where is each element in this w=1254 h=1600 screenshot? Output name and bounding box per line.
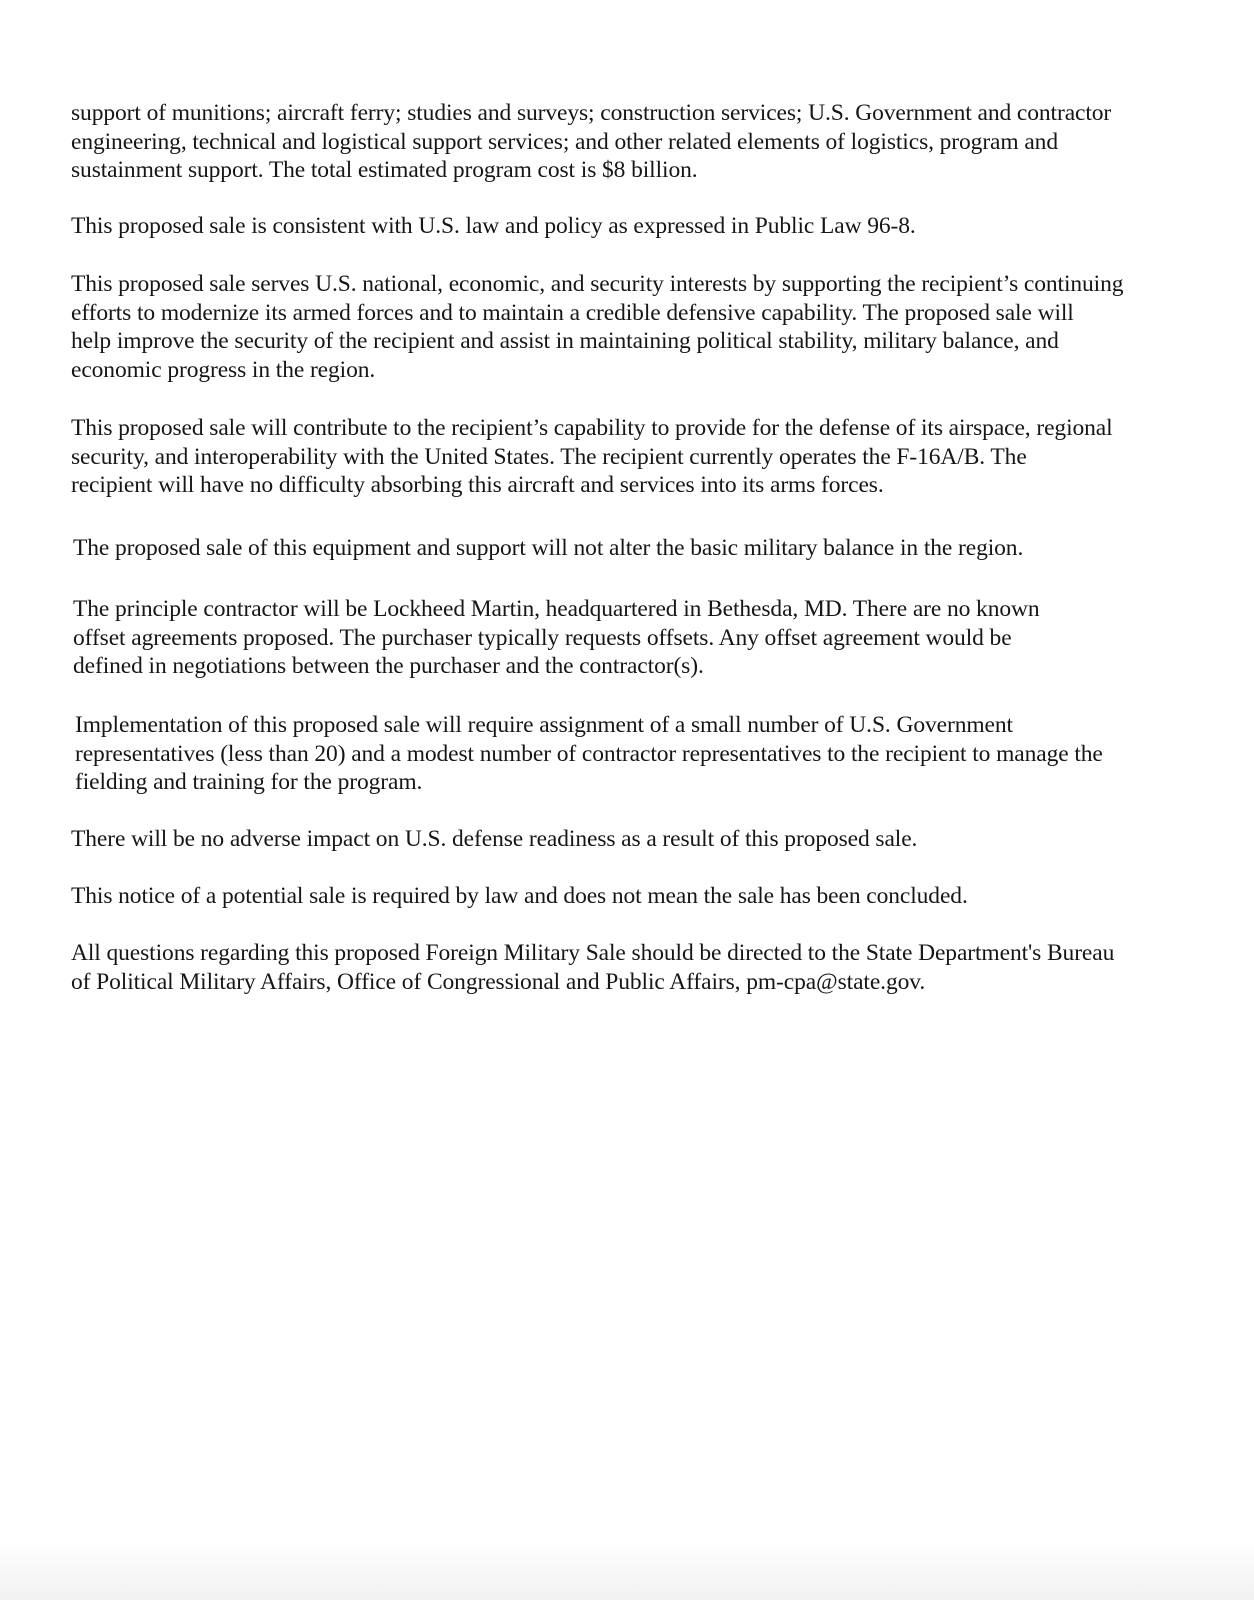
text-line: This notice of a potential sale is required by law and does not mean the sale has been concluded. <box>71 883 968 909</box>
text-line: There will be no adverse impact on U.S. defense readiness as a result of this proposed sale. <box>71 826 918 852</box>
paragraph-capability <box>71 414 1113 500</box>
text-line: representatives (less than 20) and a modest number of contractor representatives to the recipient to manage the <box>75 740 1103 767</box>
text-line: recipient will have no difficulty absorbing this aircraft and services into its arms forces. <box>71 472 884 499</box>
text-line: This proposed sale is consistent with U.S. law and policy as expressed in Public Law 96-8. <box>71 213 916 239</box>
text-line: efforts to modernize its armed forces and to maintain a credible defensive capability. The proposed sale will <box>71 299 1074 326</box>
paragraph-notice <box>71 882 968 911</box>
paragraph-military-balance <box>73 534 1023 563</box>
text-line: The principle contractor will be Lockheed Martin, headquartered in Bethesda, MD. There are no known <box>73 596 1040 622</box>
text-line: This proposed sale will contribute to the recipient’s capability to provide for the defense of its airspace, regional <box>71 415 1113 441</box>
text-line: support of munitions; aircraft ferry; studies and surveys; construction services; U.S. Government and contractor <box>71 100 1112 126</box>
paragraph-public-law <box>71 212 916 241</box>
text-line: economic progress in the region. <box>71 356 376 383</box>
paragraph-program-cost <box>71 99 1111 185</box>
text-line: The proposed sale of this equipment and support will not alter the basic military balance in the region. <box>73 535 1024 561</box>
text-line: help improve the security of the recipient and assist in maintaining political stability, military balance, and <box>71 328 1059 355</box>
paragraph-national-interests <box>71 270 1123 384</box>
paragraph-implementation <box>75 711 1103 797</box>
paragraph-contractor <box>73 595 1040 681</box>
text-line: engineering, technical and logistical support services; and other related elements of logistics, program and <box>71 128 1058 155</box>
text-line: defined in negotiations between the purchaser and the contractor(s). <box>73 653 704 680</box>
text-line: security, and interoperability with the United States. The recipient currently operates the F-16A/B. The <box>71 443 1027 470</box>
text-line: All questions regarding this proposed Foreign Military Sale should be directed to the State Department's Bureau <box>71 940 1115 966</box>
paragraph-questions <box>71 939 1114 996</box>
text-line: offset agreements proposed. The purchaser typically requests offsets. Any offset agreement would be <box>73 624 1012 651</box>
text-line: Implementation of this proposed sale will require assignment of a small number of U.S. Government <box>75 712 1013 738</box>
paragraph-defense-readiness <box>71 825 917 854</box>
text-line: This proposed sale serves U.S. national, economic, and security interests by supporting the recipient’s continuing <box>71 271 1124 297</box>
text-line: fielding and training for the program. <box>75 769 423 796</box>
text-line: sustainment support. The total estimated program cost is $8 billion. <box>71 157 698 184</box>
text-line: of Political Military Affairs, Office of Congressional and Public Affairs, pm-cpa@state.gov. <box>71 968 926 995</box>
